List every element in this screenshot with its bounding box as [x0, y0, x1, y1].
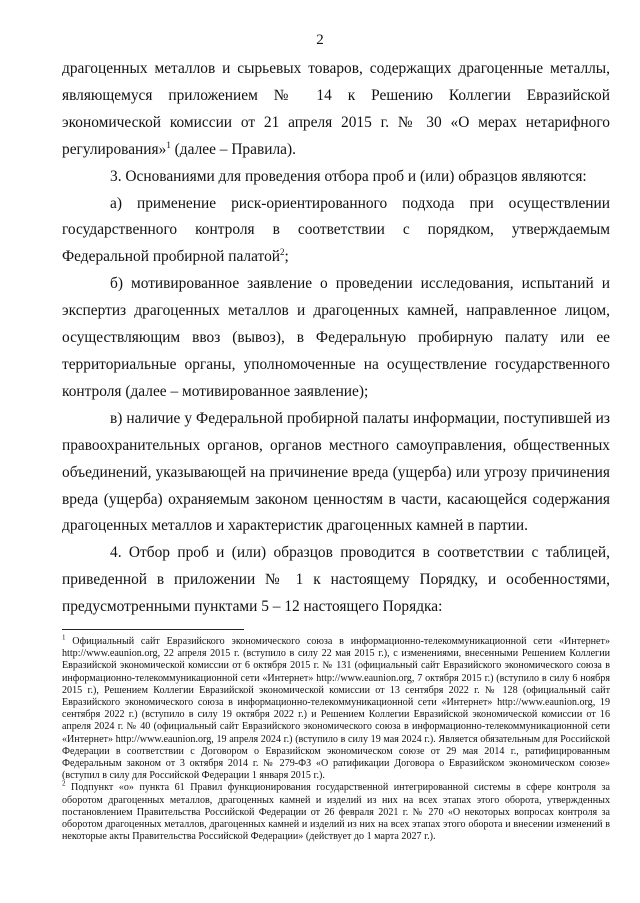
- paragraph-text: а) применение риск-ориентированного подхода при осуществлении государственного контроля в соответствии с порядком, утверждаемым Федеральной пробирной палатой: [62, 194, 610, 266]
- paragraph-clause-4: 4. Отбор проб и (или) образцов проводится в соответствии с таблицей, приведенной в приложении № 1 к настоящему Порядку, и особенностями, предусмотренными пунктами 5 – 12 настоящего Порядка:: [62, 544, 610, 616]
- paragraph-clause-3b: б) мотивированное заявление о проведении исследования, испытаний и экспертиз драгоценных металлов и драгоценных камней, направленное лицом, осуществляющим ввоз (вывоз), в Федеральную пробирную палату или ее территориальные органы, уполномоченные на осуществление государственного контроля (далее – мотивированное заявление);: [62, 275, 610, 400]
- footnote-separator: [62, 629, 244, 630]
- paragraph-clause-3c: в) наличие у Федеральной пробирной палаты информации, поступившей из правоохранительных органов, органов местного самоуправления, общественных объединений, указывающей на причинение вреда (ущерба) или угрозу причинения вреда (ущерба) охраняемым законом ценностям в части, касающейся содержания драгоценных металлов и характеристик драгоценных камней в партии.: [62, 409, 610, 535]
- paragraph-clause-3: 3. Основаниями для проведения отбора проб и (или) образцов являются:: [110, 167, 587, 185]
- page-number: 2: [316, 32, 324, 48]
- footnote-mark: 1: [62, 633, 66, 642]
- footnote-text: Подпункт «о» пункта 61 Правил функционирования государственной интегрированной системы в сфере контроля за оборотом драгоценных металлов, драгоценных камней и изделий из них на всех этапах этого оборота, утвержденных постановлением Правительства Российской Федерации от 26 февраля 2021 г. № 270 «О некоторых вопросах контроля за оборотом драгоценных металлов, драгоценных камней и изделий из них на всех этапах этого оборота и внесении изменений в некоторые акты Правительства Российской Федерации» (действует до 1 марта 2027 г.).: [62, 782, 610, 843]
- footnote-ref-1[interactable]: 1: [166, 139, 171, 150]
- paragraph-rules-reference: [62, 56, 610, 164]
- footnotes: [62, 633, 610, 843]
- footnote-1: [62, 633, 610, 782]
- footnote-mark: 2: [62, 780, 66, 789]
- footnote-2: [62, 782, 610, 843]
- body-text: [62, 56, 610, 621]
- footnote-ref-2[interactable]: 2: [280, 247, 285, 258]
- paragraph-text: ;: [284, 248, 289, 266]
- footnote-text: Официальный сайт Евразийского экономического союза в информационно-телекоммуникационной сети «Интернет» http://www.eaunion.org, 22 апреля 2015 г. (вступило в силу 22 мая 2015 г.), с изменениями, внесенными Решением Коллегии Евразийской экономической комиссии от 6 октября 2015 г. № 131 (официальный сайт Евразийского экономического союза в информационно-телекоммуникационной сети «Интернет» http://www.eaunion.org, 7 октября 2015 г.) (вступило в силу 6 ноября 2015 г.), Решением Коллегии Евразийской экономической комиссии от 13 сентября 2022 г. № 128 (официальный сайт Евразийского экономического союза в информационно-телекоммуникационной сети «Интернет» http://www.eaunion.org, 19 сентября 2022 г.) (вступило в силу 19 октября 2022 г.) и Решением Коллегии Евразийской экономической комиссии от 16 апреля 2024 г. № 40 (официальный сайт Евразийского экономического союза в информационно-телекоммуникационной сети «Интернет» http://www.eaunion.org, 19 апреля 2024 г.) (вступило в силу 19 мая 2024 г.). Является обязательным для Российской Федерации в соответствии с Договором о Евразийском экономическом союзе от 29 мая 2014 г., ратифицированным Федеральным законом от 3 октября 2014 г. № 279-ФЗ «О ратификации Договора о Евразийском экономическом союзе» (вступил в силу для Российской Федерации 1 января 2015 г.).: [62, 636, 610, 782]
- paragraph-text: (далее – Правила).: [170, 140, 296, 158]
- paragraph-clause-3a: [62, 191, 610, 272]
- paragraph-text: драгоценных металлов и сырьевых товаров, содержащих драгоценные металлы, являющемуся приложением № 14 к Решению Коллегии Евразийской экономической комиссии от 21 апреля 2015 г. № 30 «О мерах нетарифного регулирования»: [62, 60, 610, 158]
